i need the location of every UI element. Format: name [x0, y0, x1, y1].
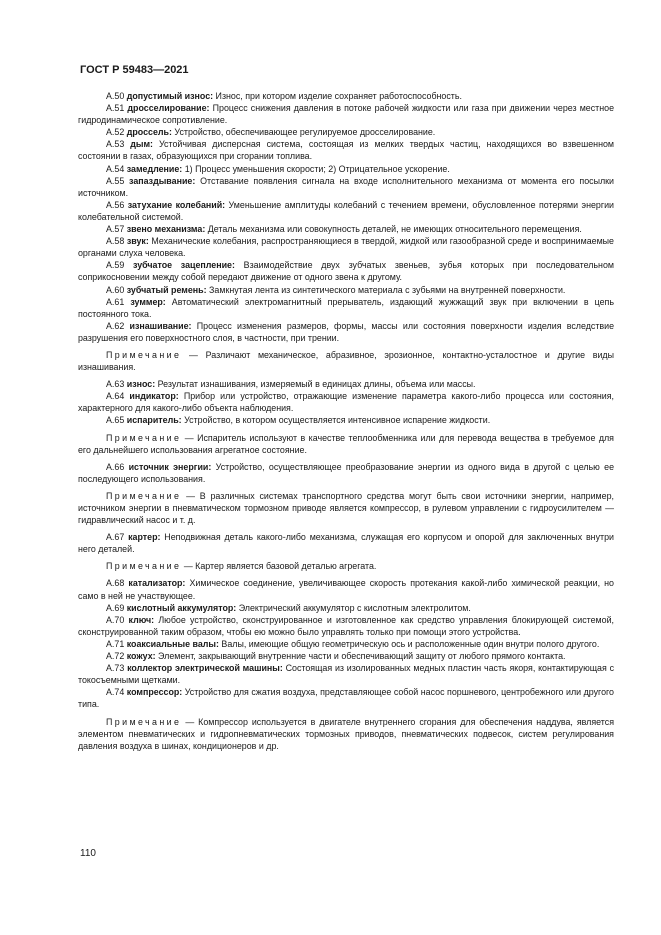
term-number: A.61 — [106, 296, 125, 307]
term-entry — [78, 259, 614, 283]
term-name: зубчатое зацепление: — [133, 260, 235, 271]
term-name: запаздывание: — [129, 175, 196, 186]
term-definition: Уменьшение амплитуды колебаний с течением времени, обусловленное потерями энергии колебательной системой. — [78, 199, 614, 222]
term-name: замедление: — [126, 163, 183, 174]
term-number: A.50 — [106, 91, 125, 101]
term-name: дросселирование: — [127, 103, 210, 114]
term-entry — [78, 163, 614, 175]
term-name: износ: — [126, 379, 156, 390]
term-definition: Элемент, закрывающий внутренние части и обеспечивающий защиту от любого прямого контакта. — [155, 651, 566, 662]
term-entry — [78, 378, 614, 390]
term-number: A.66 — [106, 461, 125, 472]
term-entry — [78, 638, 614, 650]
term-definition: Процесс снижения давления в потоке рабочей жидкости или газа при движении через местное гидродинамическое сопротивление. — [78, 103, 615, 126]
term-number: A.68 — [106, 578, 125, 589]
term-definition: Устройство, в котором осуществляется интенсивное испарение жидкости. — [181, 415, 491, 426]
note-paragraph — [78, 490, 614, 526]
note-text: — Картер является базовой деталью агрегата. — [181, 561, 377, 572]
term-number: A.60 — [106, 284, 125, 295]
term-entry — [78, 577, 614, 601]
term-name: ключ: — [128, 614, 155, 625]
term-entry — [78, 138, 614, 162]
note-paragraph — [78, 432, 614, 456]
term-number: A.54 — [106, 163, 125, 174]
term-definition: Устойчивая дисперсная система, состоящая из мелких твердых частиц, находящихся во взвешенном состоянии в газах, образующихся при сгорании топлива. — [78, 139, 615, 162]
note-text: — Компрессор используется в двигателе внутреннего сгорания для обеспечения наддува, является элементом пневматических и гидропневматических тормозных приводов, пневматических подвесок, систем регулирования давления воздуха в шинах, кондиционеров и др. — [78, 716, 614, 751]
term-definition: Механические колебания, распространяющиеся в твердой, жидкой или газообразной среде и воспринимаемые органами слуха человека. — [78, 236, 614, 259]
term-entry — [78, 284, 614, 296]
note-text: — Испаритель используют в качестве теплообменника или для перевода вещества в требуемое для его дальнейшего использования агрегатное состояние. — [78, 432, 614, 455]
term-name: звук: — [126, 236, 149, 247]
term-name: кислотный аккумулятор: — [126, 602, 237, 613]
term-entry — [78, 126, 614, 138]
term-definition: Деталь механизма или совокупность деталей, не имеющих относительного перемещения. — [205, 224, 582, 235]
note-text: — Различают механическое, абразивное, эрозионное, контактно-усталостное и другие виды изнашивания. — [78, 349, 614, 373]
term-name: коаксиальные валы: — [126, 638, 219, 649]
term-name: изнашивание: — [129, 320, 192, 331]
term-name: затухание колебаний: — [127, 199, 226, 210]
term-name: источник энергии: — [128, 461, 212, 472]
note-label: Примечание — [106, 349, 182, 360]
term-definition: Состоящая из изолированных медных пластин часть якоря, контактирующая с токосъемными щетками. — [78, 663, 615, 686]
document-header: ГОСТ Р 59483—2021 — [80, 64, 189, 76]
term-entry — [78, 461, 614, 485]
term-entry — [78, 602, 614, 614]
term-definition: Устройство для сжатия воздуха, представляющее собой насос поршневого, центробежного или другого типа. — [78, 687, 614, 710]
term-entry — [78, 90, 614, 102]
term-name: звено механизма: — [126, 224, 206, 235]
term-name: допустимый износ: — [126, 91, 214, 101]
term-entry — [78, 102, 614, 126]
term-number: A.53 — [106, 139, 125, 150]
note-label: Примечание — [106, 716, 182, 727]
term-number: A.73 — [106, 663, 125, 674]
term-definition: Результат изнашивания, измеряемый в единицах длины, объема или массы. — [155, 379, 476, 390]
term-entry — [78, 662, 614, 686]
term-definition: Устройство, обеспечивающее регулируемое дросселирование. — [171, 127, 436, 138]
term-number: A.55 — [106, 175, 125, 186]
term-entry — [78, 650, 614, 662]
note-paragraph — [78, 716, 614, 752]
term-name: картер: — [128, 532, 161, 543]
document-body — [78, 90, 614, 757]
term-number: A.52 — [106, 127, 125, 138]
term-number: A.57 — [106, 224, 125, 235]
note-paragraph — [78, 349, 614, 373]
term-number: A.70 — [106, 614, 125, 625]
term-number: A.63 — [106, 379, 125, 390]
term-definition: Процесс изменения размеров, формы, массы или состояния поверхности изделия вследствие разрушения его поверхностного слоя, в частности, при трении. — [78, 320, 615, 343]
term-name: испаритель: — [126, 415, 182, 426]
term-name: зуммер: — [130, 296, 166, 307]
term-number: A.58 — [106, 236, 125, 247]
term-name: зубчатый ремень: — [126, 284, 207, 295]
term-name: катализатор: — [128, 578, 186, 589]
term-number: A.64 — [106, 391, 125, 402]
term-definition: Неподвижная деталь какого-либо механизма, служащая его корпусом и опорой для заключенных внутри него деталей. — [78, 532, 614, 555]
term-name: дым: — [130, 139, 153, 150]
term-name: дроссель: — [126, 127, 172, 138]
note-label: Примечание — [106, 490, 182, 501]
term-number: A.72 — [106, 651, 125, 662]
note-label: Примечание — [106, 561, 182, 572]
term-number: A.59 — [106, 260, 125, 271]
term-entry — [78, 235, 614, 259]
term-entry — [78, 531, 614, 555]
term-entry — [78, 320, 614, 344]
term-entry — [78, 414, 614, 426]
term-definition: Взаимодействие двух зубчатых звеньев, зубья которых при последовательном соприкосновении между собой передают движение от одного звена к другому. — [78, 260, 614, 283]
note-paragraph — [78, 560, 614, 572]
term-definition: Отставание появления сигнала на входе исполнительного механизма от момента его посылки источником. — [78, 175, 615, 198]
term-entry — [78, 390, 614, 414]
term-number: A.71 — [106, 638, 125, 649]
term-entry — [78, 223, 614, 235]
note-text: — В различных системах транспортного средства могут быть свои источники энергии, например, источником энергии в пневматическом тормозном приводе является компрессор, в рулевом управлении с гидроусилителем — гидравлический насос и т. д. — [78, 490, 614, 526]
term-number: A.62 — [106, 320, 125, 331]
term-number: A.67 — [106, 532, 125, 543]
term-definition: Электрический аккумулятор с кислотным электролитом. — [236, 602, 471, 613]
note-label: Примечание — [106, 432, 182, 443]
term-number: A.74 — [106, 687, 125, 698]
term-name: индикатор: — [129, 391, 179, 402]
term-entry — [78, 175, 614, 199]
term-definition: Автоматический электромагнитный прерыватель, издающий жужжащий звук при включении в цепь постоянного тока. — [78, 296, 614, 319]
term-definition: Любое устройство, сконструированное и изготовленное как средство управления блокирующей системой, сконструированной таким образом, чтобы ею можно было управлять только при помощи этого устройства. — [78, 614, 614, 637]
term-entry — [78, 614, 614, 638]
term-definition: Устройство, осуществляющее преобразование энергии из одного вида в другой с целью ее последующего использования. — [78, 461, 615, 484]
page-number: 110 — [80, 848, 96, 859]
term-number: A.56 — [106, 199, 125, 210]
term-name: коллектор электрической машины: — [127, 663, 283, 674]
term-entry — [78, 199, 614, 223]
term-number: A.65 — [106, 415, 125, 426]
term-number: A.69 — [106, 602, 125, 613]
term-entry — [78, 296, 614, 320]
term-definition: Валы, имеющие общую геометрическую ось и расположенные один внутри полого другого. — [218, 638, 600, 649]
term-definition: Прибор или устройство, отражающие изменение параметра какого-либо процесса или состояния, характерного для какого-либо объекта наблюдения. — [78, 391, 615, 414]
term-entry — [78, 686, 614, 710]
term-definition: Износ, при котором изделие сохраняет работоспособность. — [213, 91, 462, 101]
term-definition: Химическое соединение, увеличивающее скорость протекания какой-либо химической реакции, но само в ней не участвующее. — [78, 578, 614, 601]
term-definition: 1) Процесс уменьшения скорости; 2) Отрицательное ускорение. — [182, 163, 450, 174]
term-definition: Замкнутая лента из синтетического материала с зубьями на внутренней поверхности. — [206, 284, 566, 295]
term-number: A.51 — [106, 103, 125, 114]
term-name: компрессор: — [126, 687, 183, 698]
term-name: кожух: — [126, 651, 156, 662]
